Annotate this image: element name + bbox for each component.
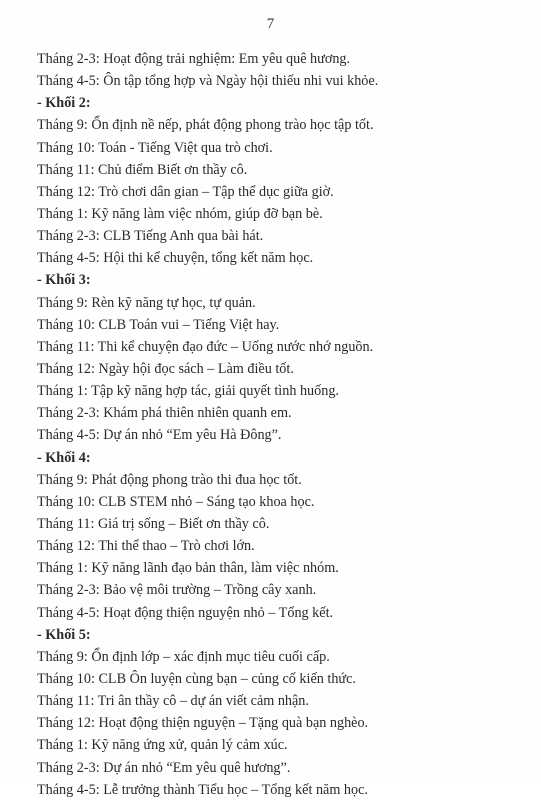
grade-heading: - Khối 4: <box>37 449 91 466</box>
plan-line: Tháng 2-3: CLB Tiếng Anh qua bài hát. <box>37 228 264 245</box>
plan-line: Tháng 11: Chủ điểm Biết ơn thầy cô. <box>37 161 248 178</box>
grade-heading: - Khối 3: <box>37 272 91 289</box>
plan-line: Tháng 4-5: Ôn tập tổng hợp và Ngày hội thiếu nhi vui khỏe. <box>37 73 379 90</box>
plan-line: Tháng 10: CLB Ôn luyện cùng bạn – củng cố kiến thức. <box>37 670 356 687</box>
plan-line: Tháng 11: Tri ân thầy cô – dự án viết cảm nhận. <box>37 693 309 710</box>
plan-line: Tháng 4-5: Hội thi kể chuyện, tổng kết năm học. <box>37 250 314 267</box>
plan-list <box>37 48 527 801</box>
plan-line: Tháng 12: Hoạt động thiện nguyện – Tặng quà bạn nghèo. <box>37 715 369 732</box>
plan-line: Tháng 12: Ngày hội đọc sách – Làm điều tốt. <box>37 360 294 377</box>
plan-line: Tháng 2-3: Hoạt động trải nghiệm: Em yêu quê hương. <box>37 51 351 67</box>
plan-line: Tháng 1: Kỹ năng ứng xử, quản lý cảm xúc. <box>37 737 288 754</box>
plan-line: Tháng 12: Thi thể thao – Trò chơi lớn. <box>37 538 255 555</box>
plan-line: Tháng 4-5: Hoạt động thiện nguyện nhỏ – Tổng kết. <box>37 604 334 621</box>
plan-line: Tháng 9: Phát động phong trào thi đua học tốt. <box>37 471 302 488</box>
page-number: 7 <box>266 16 275 32</box>
plan-line: Tháng 4-5: Lễ trưởng thành Tiểu học – Tổng kết năm học. <box>37 781 368 798</box>
plan-line: Tháng 2-3: Khám phá thiên nhiên quanh em. <box>37 405 292 422</box>
plan-line: Tháng 1: Kỹ năng làm việc nhóm, giúp đỡ bạn bè. <box>37 205 323 222</box>
plan-line: Tháng 9: Ổn định lớp – xác định mục tiêu cuối cấp. <box>37 648 330 665</box>
plan-line: Tháng 2-3: Dự án nhỏ “Em yêu quê hương”. <box>37 759 291 776</box>
plan-line: Tháng 10: Toán - Tiếng Việt qua trò chơi. <box>37 139 273 156</box>
plan-line: Tháng 11: Thi kể chuyện đạo đức – Uống nước nhớ nguồn. <box>37 338 374 355</box>
plan-line: Tháng 1: Tập kỹ năng hợp tác, giải quyết tình huống. <box>37 383 339 400</box>
plan-line: Tháng 12: Trò chơi dân gian – Tập thể dục giữa giờ. <box>37 183 334 200</box>
plan-line: Tháng 4-5: Dự án nhỏ “Em yêu Hà Đông”. <box>37 427 282 444</box>
plan-line: Tháng 10: CLB STEM nhỏ – Sáng tạo khoa học. <box>37 493 315 510</box>
plan-line: Tháng 9: Ổn định nề nếp, phát động phong trào học tập tốt. <box>37 117 374 134</box>
plan-line: Tháng 9: Rèn kỹ năng tự học, tự quản. <box>37 294 256 311</box>
plan-line: Tháng 10: CLB Toán vui – Tiếng Việt hay. <box>37 316 280 333</box>
grade-heading: - Khối 2: <box>37 95 91 112</box>
grade-heading: - Khối 5: <box>37 626 91 643</box>
plan-line: Tháng 1: Kỹ năng lãnh đạo bản thân, làm việc nhóm. <box>37 560 339 577</box>
plan-line: Tháng 11: Giá trị sống – Biết ơn thầy cô. <box>37 515 270 532</box>
plan-line: Tháng 2-3: Bảo vệ môi trường – Trồng cây xanh. <box>37 582 317 599</box>
